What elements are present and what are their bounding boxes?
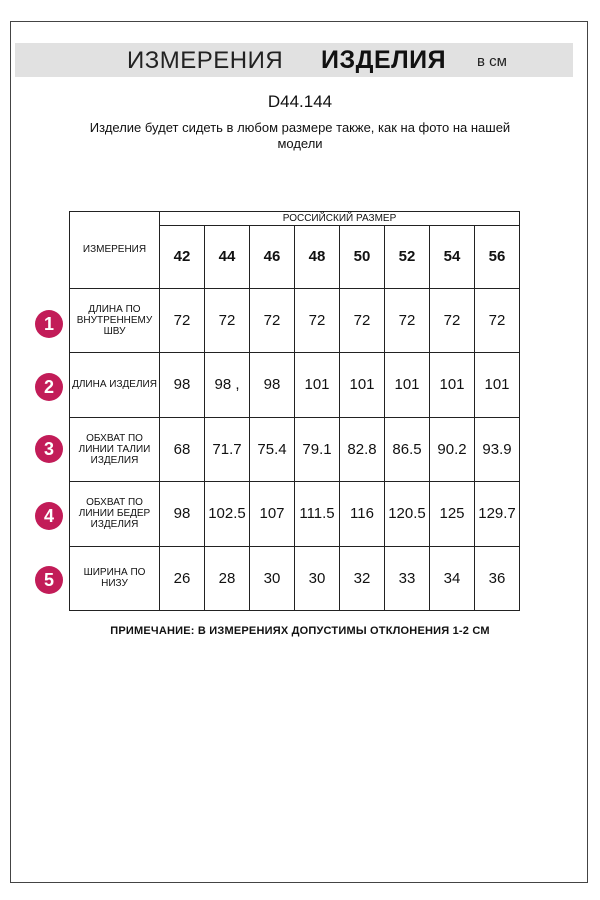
value-cell: 28: [205, 546, 250, 611]
value-cell: 120.5: [385, 482, 430, 546]
value-cell: 98: [160, 353, 205, 417]
table-row: [70, 353, 520, 417]
size-header-cell: 52: [385, 226, 430, 288]
value-cell: 72: [250, 288, 295, 352]
row-number-badge: 3: [35, 435, 63, 463]
size-table: [69, 211, 520, 611]
value-cell: 101: [430, 353, 475, 417]
value-cell: 72: [385, 288, 430, 352]
russian-size-header: РОССИЙСКИЙ РАЗМЕР: [160, 212, 520, 226]
value-cell: 68: [160, 417, 205, 481]
footnote: ПРИМЕЧАНИЕ: В ИЗМЕРЕНИЯХ ДОПУСТИМЫ ОТКЛОНЕНИЯ 1-2 СМ: [110, 625, 490, 637]
table-row: [70, 482, 520, 546]
value-cell: 90.2: [430, 417, 475, 481]
row-label: ШИРИНА ПО НИЗУ: [70, 546, 160, 611]
value-cell: 101: [475, 353, 520, 417]
value-cell: 32: [340, 546, 385, 611]
title-banner: [15, 43, 573, 77]
value-cell: 72: [430, 288, 475, 352]
size-header-cell: 48: [295, 226, 340, 288]
value-cell: 86.5: [385, 417, 430, 481]
value-cell: 26: [160, 546, 205, 611]
value-cell: 72: [295, 288, 340, 352]
fit-note: Изделие будет сидеть в любом размере также, как на фото на нашей модели: [89, 120, 511, 151]
row-number-badge: 2: [35, 373, 63, 401]
row-label: ДЛИНА ПО ВНУТРЕННЕМУ ШВУ: [70, 288, 160, 352]
value-cell: 75.4: [250, 417, 295, 481]
value-cell: 107: [250, 482, 295, 546]
value-cell: 72: [160, 288, 205, 352]
row-label: ОБХВАТ ПО ЛИНИИ БЕДЕР ИЗДЕЛИЯ: [70, 482, 160, 546]
value-cell: 101: [385, 353, 430, 417]
measurements-header: ИЗМЕРЕНИЯ: [70, 212, 160, 289]
size-header-cell: 54: [430, 226, 475, 288]
title-word-product: ИЗДЕЛИЯ: [321, 46, 447, 74]
value-cell: 98: [250, 353, 295, 417]
row-number-badge: 5: [35, 566, 63, 594]
value-cell: 30: [250, 546, 295, 611]
product-code: D44.144: [267, 92, 333, 111]
value-cell: 33: [385, 546, 430, 611]
title-unit: в см: [477, 53, 507, 70]
value-cell: 101: [340, 353, 385, 417]
value-cell: 111.5: [295, 482, 340, 546]
value-cell: 98: [160, 482, 205, 546]
value-cell: 72: [475, 288, 520, 352]
value-cell: 116: [340, 482, 385, 546]
row-label: ДЛИНА ИЗДЕЛИЯ: [70, 353, 160, 417]
row-number-badge: 1: [35, 310, 63, 338]
value-cell: 79.1: [295, 417, 340, 481]
value-cell: 72: [205, 288, 250, 352]
table-row: [70, 417, 520, 481]
table-row: [70, 546, 520, 611]
size-header-cell: 42: [160, 226, 205, 288]
row-label: ОБХВАТ ПО ЛИНИИ ТАЛИИ ИЗДЕЛИЯ: [70, 417, 160, 481]
table-row: [70, 288, 520, 352]
value-cell: 71.7: [205, 417, 250, 481]
value-cell: 102.5: [205, 482, 250, 546]
value-cell: 72: [340, 288, 385, 352]
value-cell: 129.7: [475, 482, 520, 546]
title-word-measurements: ИЗМЕРЕНИЯ: [127, 47, 284, 74]
value-cell: 34: [430, 546, 475, 611]
value-cell: 82.8: [340, 417, 385, 481]
size-header-cell: 56: [475, 226, 520, 288]
size-header-cell: 50: [340, 226, 385, 288]
value-cell: 98 ,: [205, 353, 250, 417]
size-header-cell: 46: [250, 226, 295, 288]
value-cell: 30: [295, 546, 340, 611]
value-cell: 93.9: [475, 417, 520, 481]
value-cell: 36: [475, 546, 520, 611]
value-cell: 125: [430, 482, 475, 546]
size-header-cell: 44: [205, 226, 250, 288]
value-cell: 101: [295, 353, 340, 417]
row-number-badge: 4: [35, 502, 63, 530]
size-table-container: [69, 211, 519, 611]
